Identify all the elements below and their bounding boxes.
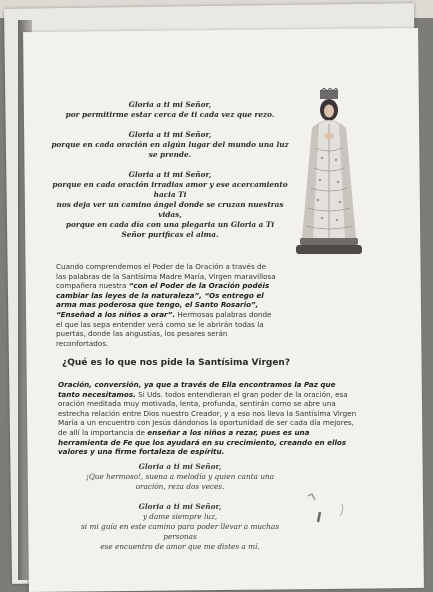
paragraph-text: Cuando comprendemos el Poder de la Oración a través de las palabras de la Santísima Madre María, Virgen maravillosa compañera nuestra — [56, 262, 276, 291]
paragraph-emphasis: Oración, conversión, ya que a través de Ella encontramos la Paz que tanto necesitamos. — [58, 380, 336, 399]
poem-line: hacia Ti — [153, 190, 187, 199]
poem-line: Gloria a ti mi Señor, — [128, 170, 212, 179]
poem-line: porque en cada día con una plegaria un Gloria a Ti — [65, 220, 275, 229]
poem-line: personas — [163, 532, 197, 541]
paragraph-quote: “con el Poder de la Oración podéis cambiar las leyes de la naturaleza”, “Os entrego el arma mas poderosa que tengo, el Santo Rosario”, “Enseñad a los niños a orar”. — [56, 281, 270, 319]
poem-line: Gloria a ti mi Señor, — [128, 130, 212, 139]
poem-line: nos deja ver un camino ángel donde se cruzan nuestras — [56, 200, 284, 209]
poem-line: se prende. — [148, 150, 192, 159]
poem-line: vidas, — [158, 210, 182, 219]
poem-line: ese encuentro de amor que me distes a mí. — [100, 542, 260, 551]
poem-line: si mi guía en este camino para poder llevar a muchas — [81, 522, 279, 531]
poem-line: Gloria a ti mi Señor, — [128, 100, 212, 109]
poem-bottom — [80, 462, 280, 562]
poem-top — [50, 100, 290, 250]
poem-line: Gloria a ti mi Señor, — [138, 462, 222, 471]
poem-stanza — [50, 100, 290, 120]
poem-line: Gloria a ti mi Señor, — [138, 502, 222, 511]
paragraph-request — [58, 380, 358, 457]
paragraph-emphasis: enseñar a los niños a rezar, pues es una herramienta de Fe que los ayudará en su crecimiento, creando en ellos valores y una firme fortaleza de espíritu. — [58, 427, 347, 457]
poem-line: por permitirme estar cerca de ti cada vez que rezo. — [65, 110, 275, 119]
poem-line: porque en cada oración en algún lugar del mundo una luz — [51, 140, 289, 149]
poem-line: Señor purificas el alma. — [121, 230, 219, 239]
poem-stanza — [80, 502, 280, 552]
pen-mark — [302, 490, 352, 530]
virgin-statue-image — [292, 88, 366, 256]
poem-stanza — [50, 170, 290, 240]
poem-line: ¡Que hermoso!, suena a melodía y quien canta una — [85, 472, 275, 481]
poem-line: oración, reza dos veces. — [135, 482, 225, 491]
poem-line: y dame siempre luz, — [142, 512, 218, 521]
poem-stanza — [50, 130, 290, 160]
paragraph-prayer-power — [56, 262, 278, 348]
paragraph-text: Si Uds. todos entendieran el gran poder de la oración, esa oración meditada muy motivada, lenta, profunda, sentirán como se abre una estrecha relación entre Dios nuestro Creador, y a eso nos lleva la Santísima Virgen María a un encuentro con Jesús dándonos la oportunidad de ser cada día mejores, de allí la importancia de — [58, 389, 357, 437]
paragraph-text: Hermosas palabras donde el que las sepa entender verá como se le abrirán todas la puertas, donde las angustias, los pesares serán reconfortados. — [56, 309, 272, 348]
section-heading: ¿Qué es lo que nos pide la Santísima Virgen? — [62, 358, 291, 368]
poem-stanza — [80, 462, 280, 492]
poem-line: porque en cada oración irradias amor y ese acercamiento — [52, 180, 288, 189]
